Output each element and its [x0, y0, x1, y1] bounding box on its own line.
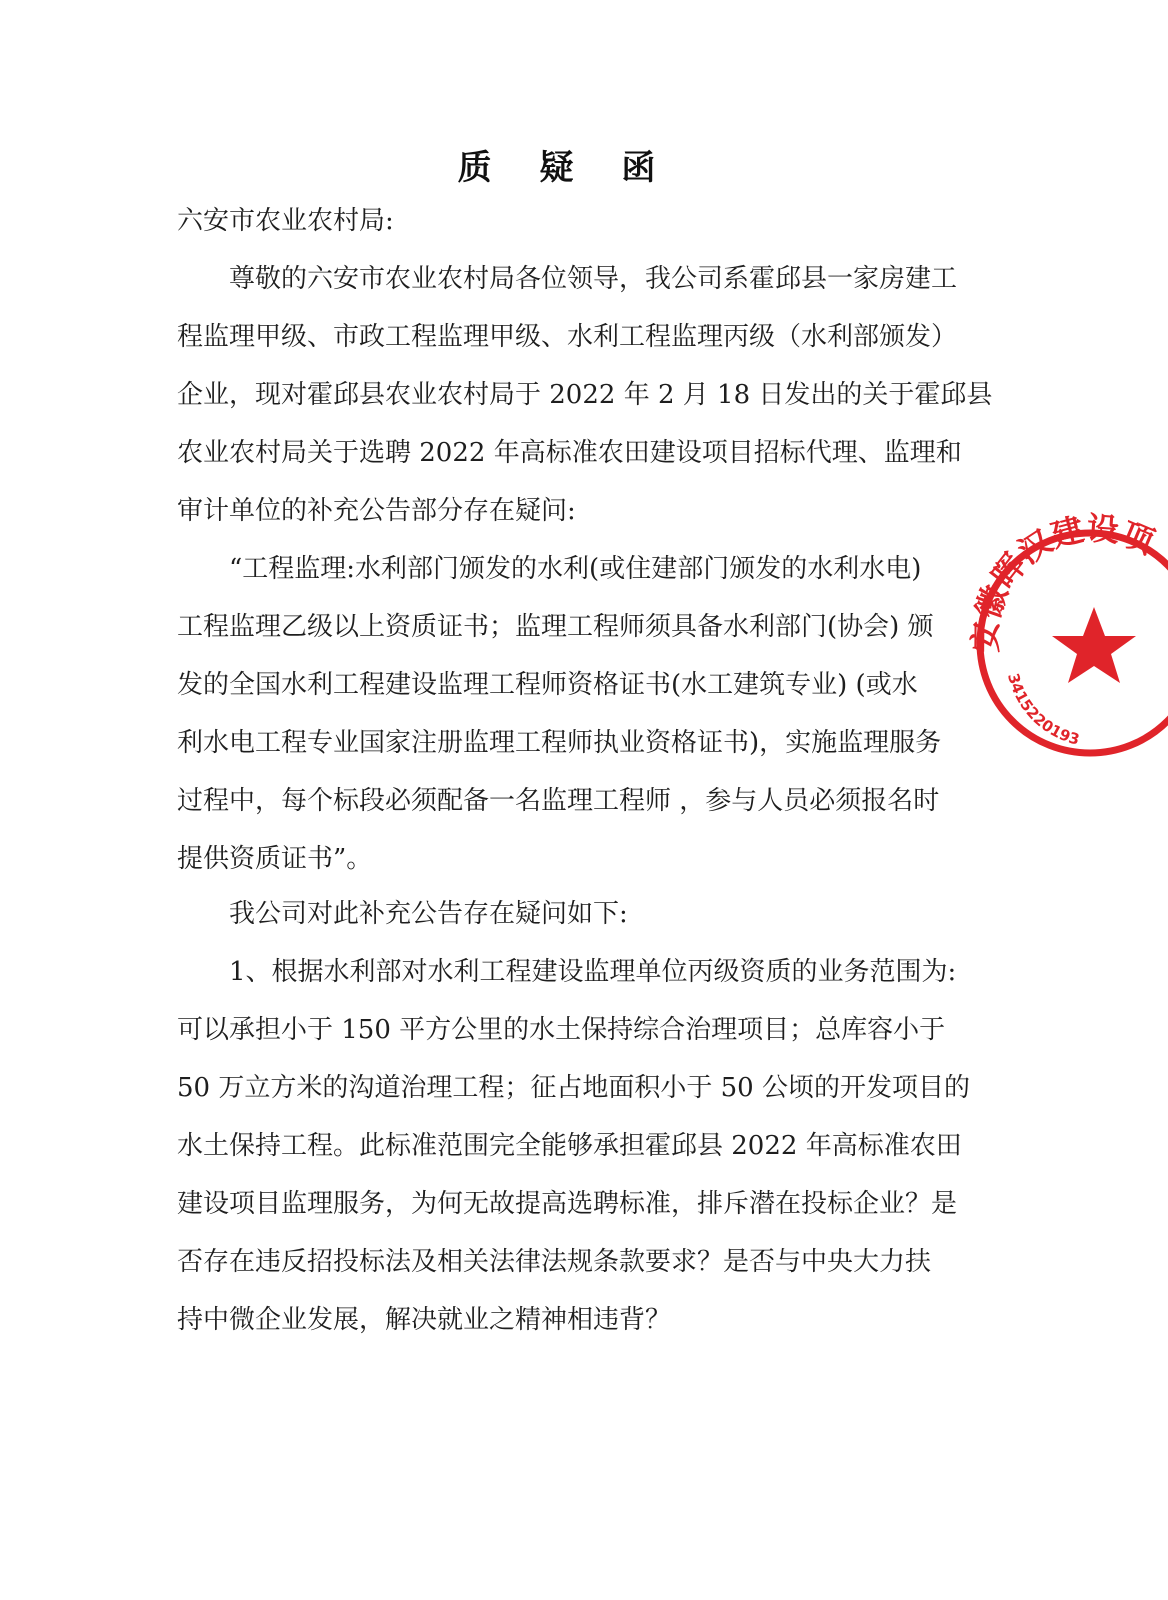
- paragraph-line: 程监理甲级、市政工程监理甲级、水利工程监理丙级（水利部颁发）: [177, 322, 958, 352]
- star-icon: [1052, 607, 1136, 683]
- document-title: 质 疑 函: [457, 148, 674, 188]
- paragraph-line: 可以承担小于 150 平方公里的水土保持综合治理项目；总库容小于: [177, 1015, 946, 1045]
- paragraph-line: 建设项目监理服务，为何无故提高选聘标准，排斥潜在投标企业？是: [177, 1189, 958, 1219]
- paragraph-line: 否存在违反招投标法及相关法律法规条款要求？是否与中央大力扶: [177, 1247, 932, 1277]
- addressee-line: 六安市农业农村局:: [177, 206, 394, 236]
- seal-number: 3415220193: [1003, 671, 1082, 749]
- paragraph-line: 50 万立方米的沟道治理工程；征占地面积小于 50 公顷的开发项目的: [177, 1073, 970, 1103]
- paragraph-line: 我公司对此补充公告存在疑问如下:: [177, 899, 628, 929]
- paragraph-intro: [177, 250, 993, 540]
- paragraph-line: 农业农村局关于选聘 2022 年高标准农田建设项目招标代理、监理和: [177, 438, 962, 468]
- paragraph-line: 持中微企业发展，解决就业之精神相违背？: [177, 1305, 672, 1335]
- paragraph-line: 水土保持工程。此标准范围完全能够承担霍邱县 2022 年高标准农田: [177, 1131, 962, 1161]
- paragraph-line: 提供资质证书”。: [177, 844, 373, 874]
- paragraph-line: 过程中，每个标段必须配备一名监理工程师 ，参与人员必须报名时: [177, 786, 940, 816]
- paragraph-line: 企业，现对霍邱县农业农村局于 2022 年 2 月 18 日发出的关于霍邱县: [177, 380, 993, 410]
- paragraph-line: 利水电工程专业国家注册监理工程师执业资格证书)，实施监理服务: [177, 728, 942, 758]
- company-seal: [966, 509, 1168, 755]
- addressee: [177, 192, 947, 250]
- paragraph-question-1: [177, 943, 970, 1349]
- paragraph-line: 尊敬的六安市农业农村局各位领导，我公司系霍邱县一家房建工: [177, 264, 958, 294]
- paragraph-line: “工程监理:水利部门颁发的水利(或住建部门颁发的水利水电): [177, 554, 922, 584]
- paragraph-line: 发的全国水利工程建设监理工程师资格证书(水工建筑专业) (或水: [177, 670, 918, 700]
- paragraph-line: 1、根据水利部对水利工程建设监理单位丙级资质的业务范围为:: [177, 957, 957, 987]
- paragraph-line: 审计单位的补充公告部分存在疑问:: [177, 496, 576, 526]
- paragraph-quote: [177, 540, 947, 888]
- paragraph-line: 工程监理乙级以上资质证书；监理工程师须具备水利部门(协会) 颁: [177, 612, 934, 642]
- paragraph-questions-intro: [177, 885, 947, 943]
- seal-text-top: 安徽晖汉建设项: [966, 509, 1160, 654]
